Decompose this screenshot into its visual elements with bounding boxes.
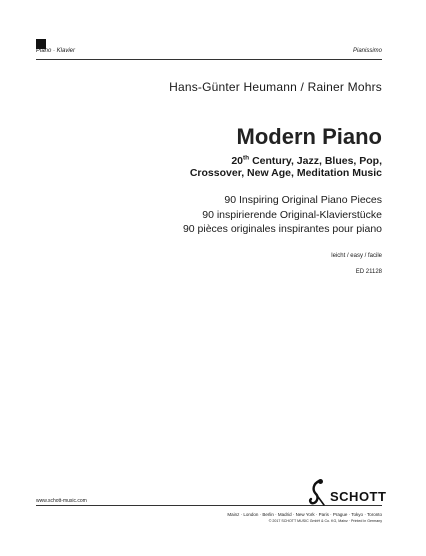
publisher-name: SCHOTT: [330, 489, 387, 504]
publisher-logo: [302, 478, 387, 508]
description-english: 90 Inspiring Original Piano Pieces: [224, 194, 382, 206]
publisher-cities: Mainz · London · Berlin · Madrid · New York · Paris · Prague · Tokyo · Toronto: [227, 512, 382, 517]
description: [183, 193, 382, 237]
header-divider: [36, 59, 382, 60]
book-title: Modern Piano: [236, 124, 382, 149]
copyright-notice: © 2017 SCHOTT MUSIC GmbH & Co. KG, Mainz · Printed in Germany: [268, 519, 382, 523]
description-french: 90 pièces originales inspirantes pour piano: [182, 223, 382, 235]
schott-clef-icon: [302, 478, 332, 508]
subtitle-line-2: Crossover, New Age, Meditation Music: [189, 167, 382, 179]
authors: Hans-Günter Heumann / Rainer Mohrs: [169, 80, 382, 94]
century-suffix: th: [243, 154, 250, 162]
description-german: 90 inspirierende Original-Klavierstücke: [202, 208, 382, 221]
edition-number: ED 21128: [355, 269, 382, 275]
instrument-label: Piano · Klavier: [36, 48, 76, 54]
subtitle: [190, 155, 382, 179]
website-link[interactable]: www.schott-music.com: [36, 498, 87, 504]
difficulty-level: leicht / easy / facile: [331, 253, 382, 259]
century-number: 20: [231, 155, 244, 167]
subtitle-line-1-rest: Century, Jazz, Blues, Pop,: [249, 155, 382, 167]
subtitle-line-1: [190, 155, 382, 167]
series-label: Pianissimo: [352, 48, 382, 54]
